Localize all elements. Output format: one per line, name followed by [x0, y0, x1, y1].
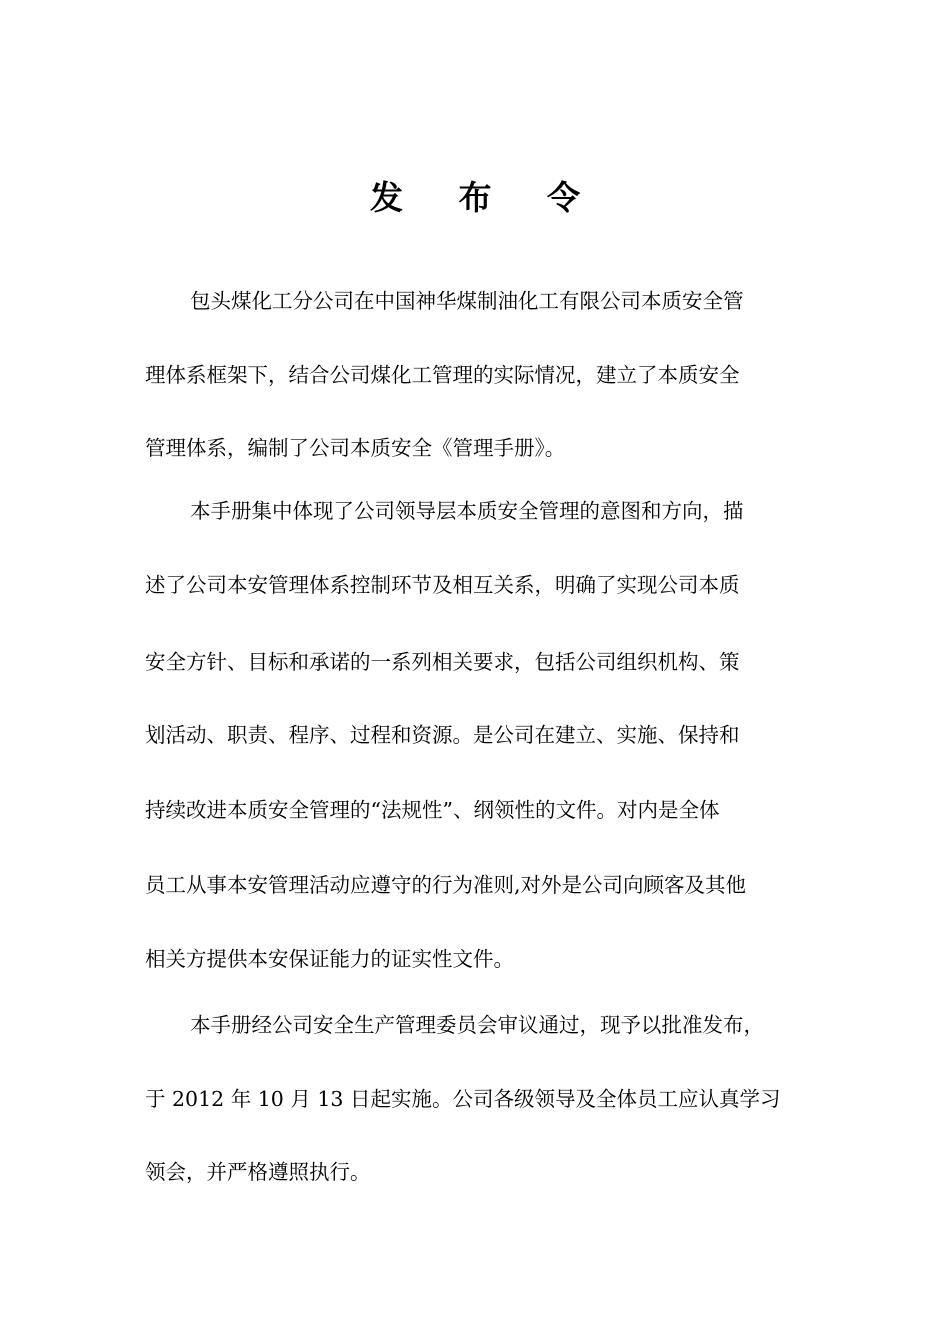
- paragraph-2-line-1: 本手册集中体现了公司领导层本质安全管理的意图和方向，描: [190, 499, 744, 523]
- paragraph-3-line-1: 本手册经公司安全生产管理委员会审议通过，现予以批准发布，: [190, 1013, 764, 1037]
- paragraph-2-line-2: 述了公司本安管理体系控制环节及相互关系，明确了实现公司本质: [145, 573, 740, 597]
- paragraph-2-line-4: 划活动、职责、程序、过程和资源。是公司在建立、实施、保持和: [145, 723, 740, 747]
- paragraph-1-line-2: 理体系框架下，结合公司煤化工管理的实际情况，建立了本质安全: [145, 363, 740, 387]
- document-title: 发 布 令: [370, 178, 602, 217]
- paragraph-1-line-1: 包头煤化工分公司在中国神华煤制油化工有限公司本质安全管: [190, 289, 744, 313]
- paragraph-3-line-2: 于 2012 年 10 月 13 日起实施。公司各级领导及全体员工应认真学习: [145, 1087, 781, 1111]
- paragraph-2-line-6: 员工从事本安管理活动应遵守的行为准则,对外是公司向顾客及其他: [145, 873, 747, 897]
- paragraph-3-line-3: 领会，并严格遵照执行。: [145, 1160, 371, 1184]
- paragraph-1-line-3: 管理体系，编制了公司本质安全《管理手册》。: [145, 436, 566, 460]
- paragraph-2-line-5: 持续改进本质安全管理的“法规性”、纲领性的文件。对内是全体: [145, 798, 720, 822]
- paragraph-2-line-3: 安全方针、目标和承诺的一系列相关要求，包括公司组织机构、策: [145, 650, 740, 674]
- paragraph-2-line-7: 相关方提供本安保证能力的证实性文件。: [145, 947, 514, 971]
